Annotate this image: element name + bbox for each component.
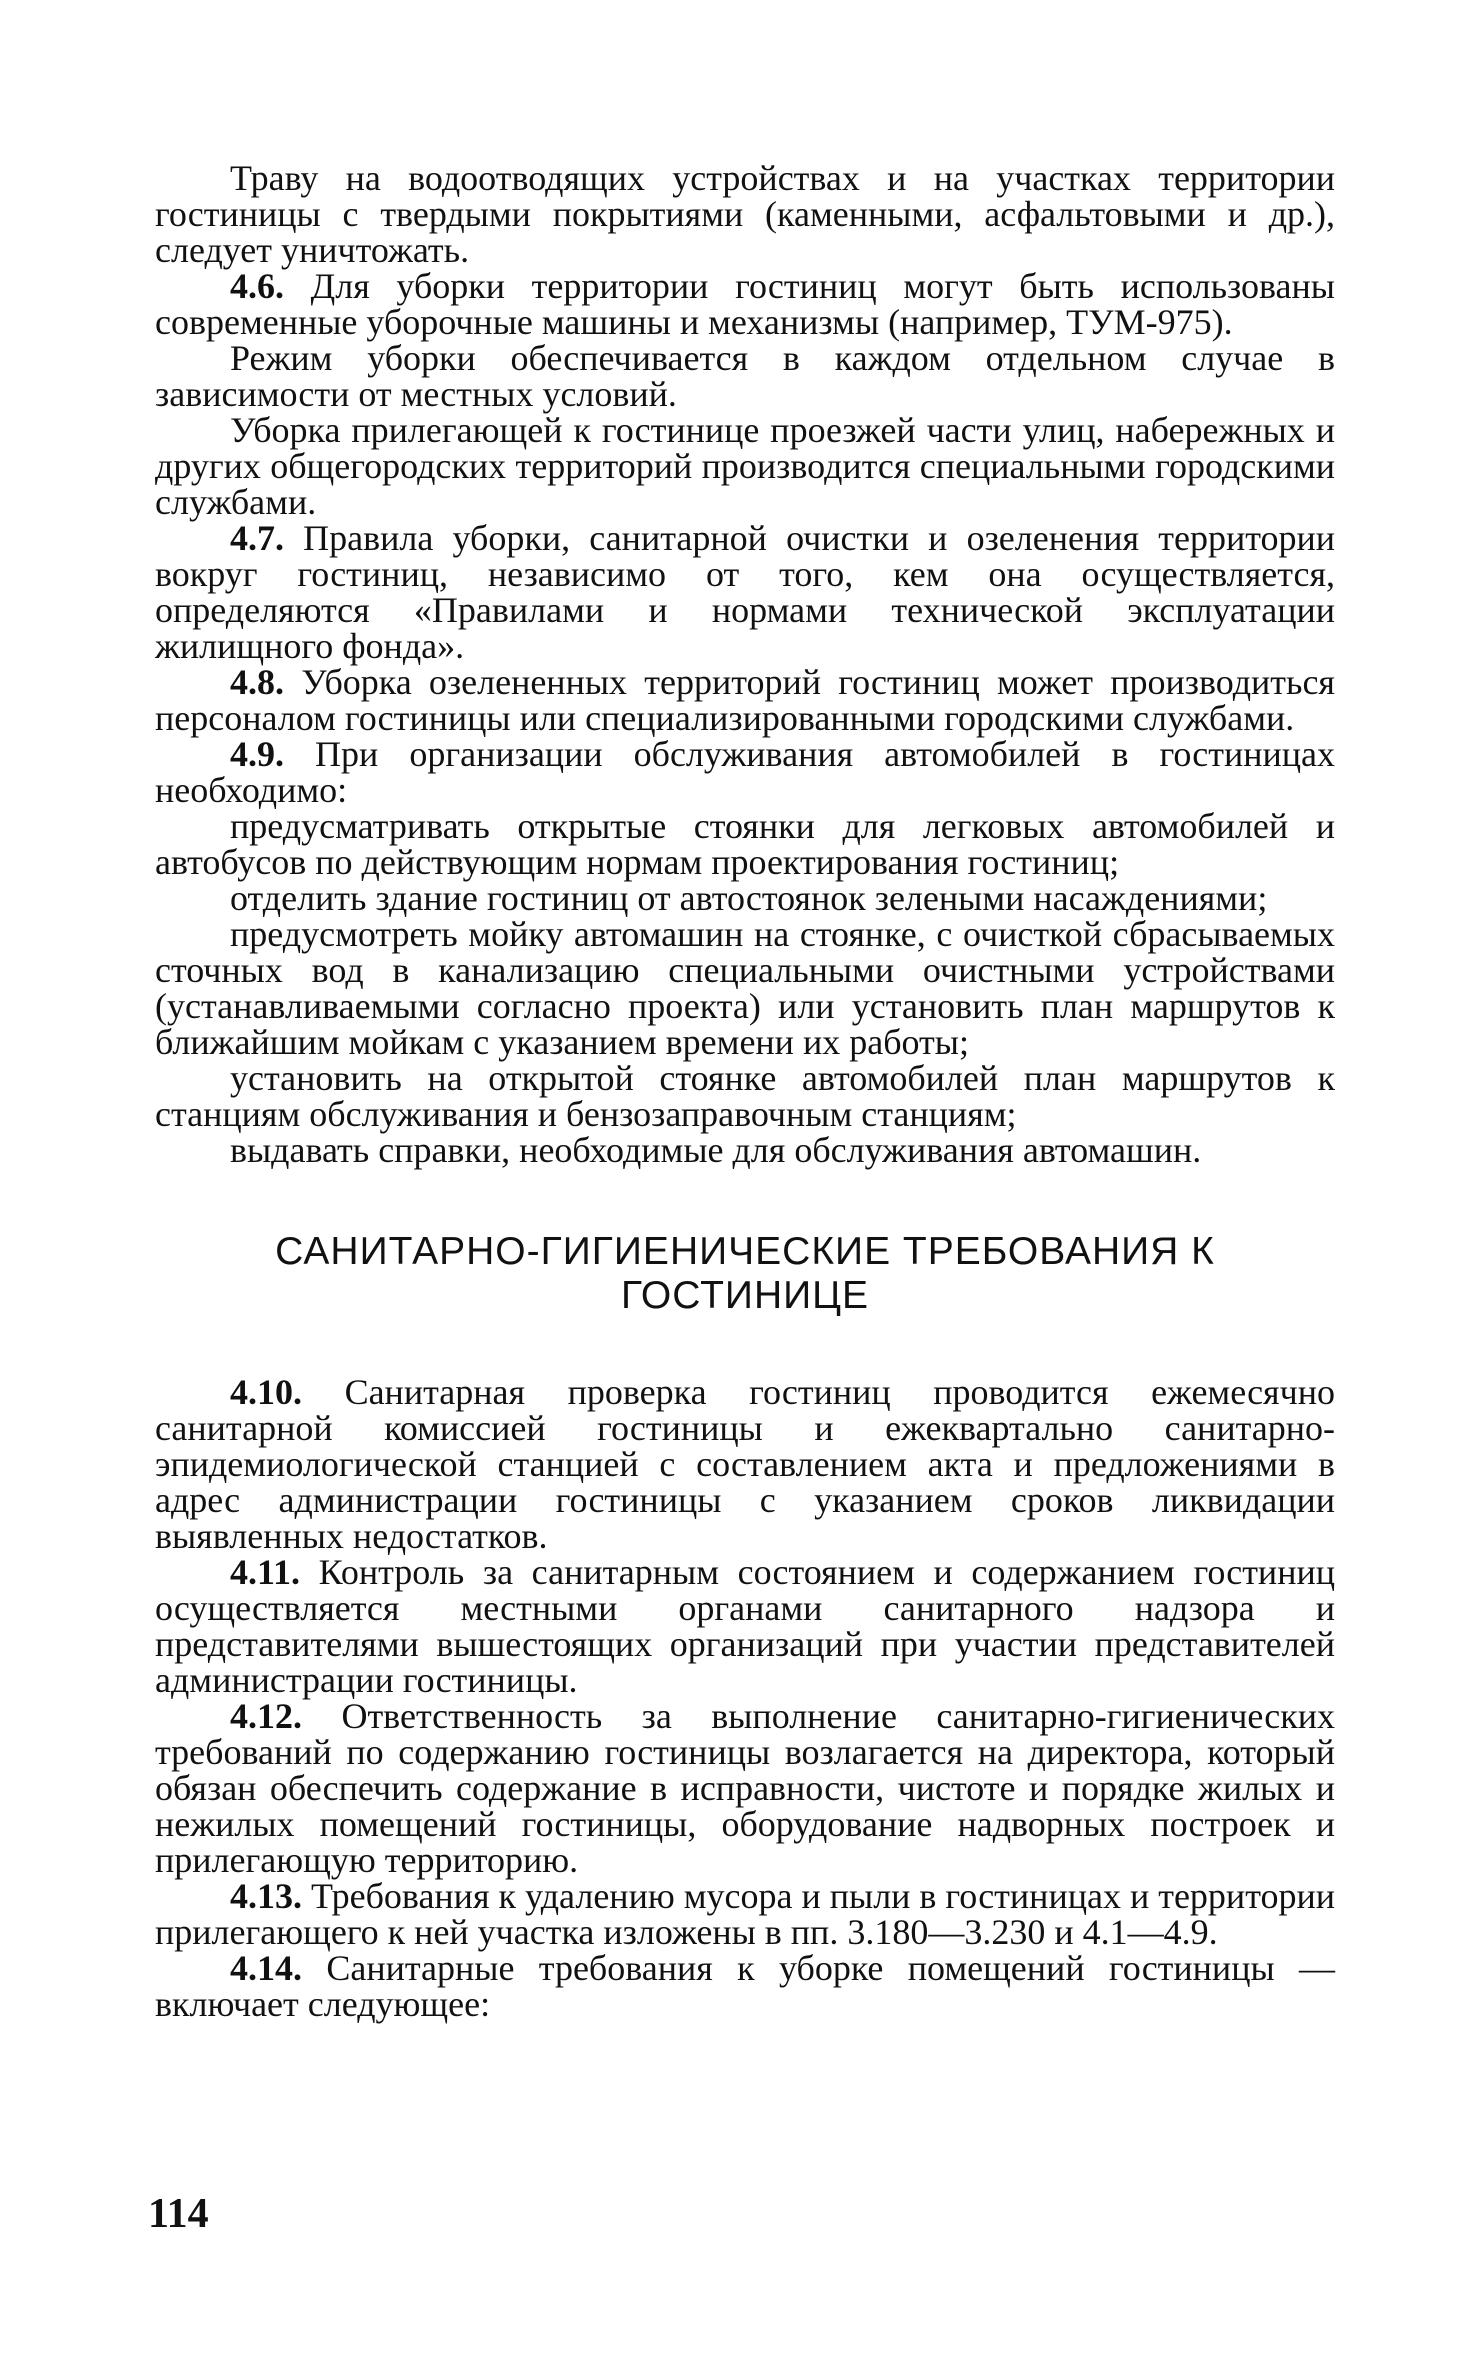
section-top bbox=[155, 160, 1335, 1168]
section-bottom bbox=[155, 1374, 1335, 2022]
paragraph bbox=[155, 160, 1335, 268]
paragraph-text: Для уборки территории гостиниц могут быть использованы современные уборочные машины и механизмы (например, ТУМ-975). bbox=[155, 266, 1335, 342]
paragraph-text: выдавать справки, необходимые для обслуживания автомашин. bbox=[230, 1130, 1202, 1170]
clause-number: 4.10. bbox=[230, 1372, 302, 1412]
paragraph bbox=[155, 1698, 1335, 1878]
paragraph bbox=[155, 1132, 1335, 1168]
paragraph bbox=[155, 268, 1335, 340]
clause-number: 4.6. bbox=[230, 266, 284, 306]
paragraph-text: Санитарные требования к уборке помещений гостиницы — включает следующее: bbox=[155, 1948, 1335, 2024]
page-body bbox=[155, 160, 1335, 2022]
paragraph-text: Уборка прилегающей к гостинице проезжей части улиц, набережных и других общегородских территорий производится специальными городскими службами. bbox=[155, 410, 1335, 522]
section-heading: САНИТАРНО-ГИГИЕНИЧЕСКИЕ ТРЕБОВАНИЯ К ГОСТИНИЦЕ bbox=[275, 1230, 1215, 1317]
clause-number: 4.13. bbox=[230, 1876, 302, 1916]
clause-number: 4.7. bbox=[230, 518, 284, 558]
paragraph bbox=[155, 340, 1335, 412]
paragraph bbox=[155, 808, 1335, 880]
paragraph bbox=[155, 520, 1335, 664]
paragraph-text: установить на открытой стоянке автомобилей план маршрутов к станциям обслуживания и бензозаправочным станциям; bbox=[155, 1058, 1335, 1134]
page-number: 114 bbox=[148, 2191, 209, 2237]
paragraph-text: Санитарная проверка гостиниц проводится ежемесячно санитарной комиссией гостиницы и ежеквартально санитарно-эпидемиологической станцией с составлением акта и предложениями в адрес администрации гостиницы с указанием сроков ликвидации выявленных недостатков. bbox=[155, 1372, 1335, 1556]
paragraph bbox=[155, 664, 1335, 736]
paragraph bbox=[155, 1554, 1335, 1698]
paragraph bbox=[155, 412, 1335, 520]
paragraph-text: Траву на водоотводящих устройствах и на участках территории гостиницы с твердыми покрытиями (каменными, асфальтовыми и др.), следует уничтожать. bbox=[155, 158, 1335, 270]
paragraph bbox=[155, 1950, 1335, 2022]
paragraph-text: Режим уборки обеспечивается в каждом отдельном случае в зависимости от местных условий. bbox=[155, 338, 1335, 414]
clause-number: 4.14. bbox=[230, 1948, 302, 1988]
paragraph-text: Уборка озелененных территорий гостиниц может производиться персоналом гостиницы или специализированными городскими службами. bbox=[155, 662, 1335, 738]
paragraph-text: Ответственность за выполнение санитарно-гигиенических требований по содержанию гостиницы возлагается на директора, который обязан обеспечить содержание в исправности, чистоте и порядке жилых и нежилых помещений гостиницы, оборудование надворных построек и прилегающую территорию. bbox=[155, 1696, 1335, 1880]
paragraph-text: При организации обслуживания автомобилей в гостиницах необходимо: bbox=[155, 734, 1335, 810]
paragraph-text: отделить здание гостиниц от автостоянок зелеными насаждениями; bbox=[230, 878, 1268, 918]
paragraph-text: предусматривать открытые стоянки для легковых автомобилей и автобусов по действующим нормам проектирования гостиниц; bbox=[155, 806, 1335, 882]
paragraph-text: Требования к удалению мусора и пыли в гостиницах и территории прилегающего к ней участка изложены в пп. 3.180—3.230 и 4.1—4.9. bbox=[155, 1876, 1335, 1952]
clause-number: 4.8. bbox=[230, 662, 284, 702]
clause-number: 4.11. bbox=[230, 1552, 301, 1592]
paragraph bbox=[155, 1878, 1335, 1950]
paragraph bbox=[155, 916, 1335, 1060]
paragraph bbox=[155, 736, 1335, 808]
clause-number: 4.12. bbox=[230, 1696, 302, 1736]
paragraph bbox=[155, 1060, 1335, 1132]
clause-number: 4.9. bbox=[230, 734, 284, 774]
paragraph-text: предусмотреть мойку автомашин на стоянке, с очисткой сбрасываемых сточных вод в канализацию специальными очистными устройствами (устанавливаемыми согласно проекта) или установить план маршрутов к ближайшим мойкам с указанием времени их работы; bbox=[155, 914, 1335, 1062]
paragraph-text: Контроль за санитарным состоянием и содержанием гостиниц осуществляется местными органами санитарного надзора и представителями вышестоящих организаций при участии представителей администрации гостиницы. bbox=[155, 1552, 1335, 1700]
paragraph bbox=[155, 880, 1335, 916]
paragraph-text: Правила уборки, санитарной очистки и озеленения территории вокруг гостиниц, независимо от того, кем она осуществляется, определяются «Правилами и нормами технической эксплуатации жилищного фонда». bbox=[155, 518, 1335, 666]
paragraph bbox=[155, 1374, 1335, 1554]
